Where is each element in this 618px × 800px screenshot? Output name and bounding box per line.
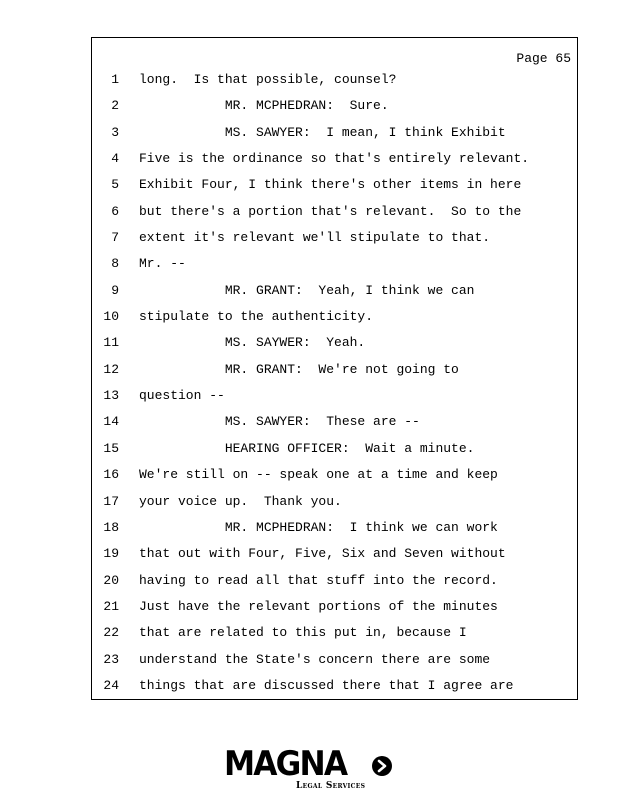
line-text: your voice up. Thank you. [139, 493, 342, 509]
transcript-line [92, 388, 577, 414]
chevron-right-icon [371, 755, 393, 777]
line-text: long. Is that possible, counsel? [139, 72, 397, 87]
transcript-line [92, 283, 577, 309]
transcript-line [92, 230, 577, 256]
line-text: MR. MCPHEDRAN: Sure. [139, 98, 389, 114]
line-number: 17 [103, 493, 119, 509]
transcript-line [92, 625, 577, 651]
line-text: MR. GRANT: Yeah, I think we can [139, 282, 475, 298]
line-number: 19 [103, 546, 119, 562]
transcript-page [91, 37, 578, 700]
line-number: 21 [103, 598, 119, 614]
line-text: Just have the relevant portions of the minutes [139, 598, 498, 614]
line-number: 20 [103, 572, 119, 588]
transcript-line [92, 151, 577, 177]
line-number: 5 [111, 177, 119, 193]
line-text: MS. SAWYER: These are -- [139, 414, 420, 430]
line-number: 3 [111, 124, 119, 140]
transcript-line [92, 520, 577, 546]
line-number: 16 [103, 467, 119, 483]
line-number: 22 [103, 625, 119, 641]
transcript-line [92, 652, 577, 678]
line-number: 4 [111, 151, 119, 167]
line-text: stipulate to the authenticity. [139, 309, 374, 325]
transcript-line [92, 494, 577, 520]
line-number: 9 [111, 282, 119, 298]
line-number: 23 [103, 651, 119, 667]
line-number: 6 [111, 203, 119, 219]
transcript-line [92, 467, 577, 493]
line-number: 10 [103, 309, 119, 325]
line-number: 14 [103, 414, 119, 430]
transcript-line [92, 441, 577, 467]
transcript-line [92, 125, 577, 151]
line-text: MR. GRANT: We're not going to [139, 361, 459, 377]
transcript-line [92, 414, 577, 440]
transcript-line [92, 256, 577, 282]
line-text: Five is the ordinance so that's entirely relevant. [139, 151, 530, 167]
line-text: question -- [139, 388, 225, 404]
line-text: We're still on -- speak one at a time and keep [139, 467, 498, 483]
line-text: extent it's relevant we'll stipulate to that. [139, 230, 491, 246]
transcript-line [92, 177, 577, 203]
line-number: 24 [103, 677, 119, 693]
line-number: 7 [111, 230, 119, 246]
transcript-line [92, 362, 577, 388]
line-number: 2 [111, 98, 119, 114]
line-text: Exhibit Four, I think there's other items in here [139, 177, 522, 193]
transcript-line [92, 309, 577, 335]
line-text: HEARING OFFICER: Wait a minute. [139, 440, 475, 456]
transcript-line [92, 573, 577, 599]
line-number: 1 [111, 72, 119, 87]
logo-subtitle: Legal Services [296, 781, 366, 791]
line-text: MS. SAWYER: I mean, I think Exhibit [139, 124, 506, 140]
transcript-line [92, 599, 577, 625]
line-text: understand the State's concern there are some [139, 651, 491, 667]
line-text: but there's a portion that's relevant. So to the [139, 203, 522, 219]
transcript-line [92, 72, 577, 98]
line-text: MR. MCPHEDRAN: I think we can work [139, 519, 498, 535]
line-text: having to read all that stuff into the record. [139, 572, 498, 588]
line-number: 13 [103, 388, 119, 404]
line-text: Mr. -- [139, 256, 186, 272]
transcript-lines [92, 72, 577, 704]
logo-wordmark: MAGNA [224, 744, 347, 784]
line-text: things that are discussed there that I agree are [139, 677, 514, 693]
line-number: 12 [103, 361, 119, 377]
magna-logo [224, 745, 404, 793]
line-number: 18 [103, 519, 119, 535]
transcript-line [92, 204, 577, 230]
page-number: Page 65 [516, 51, 571, 66]
line-text: MS. SAYWER: Yeah. [139, 335, 366, 351]
line-number: 11 [103, 335, 119, 351]
line-text: that out with Four, Five, Six and Seven without [139, 546, 506, 562]
line-number: 15 [103, 440, 119, 456]
transcript-line [92, 546, 577, 572]
line-number: 8 [111, 256, 119, 272]
transcript-line [92, 98, 577, 124]
transcript-line [92, 335, 577, 361]
transcript-line [92, 678, 577, 704]
line-text: that are related to this put in, because I [139, 625, 467, 641]
